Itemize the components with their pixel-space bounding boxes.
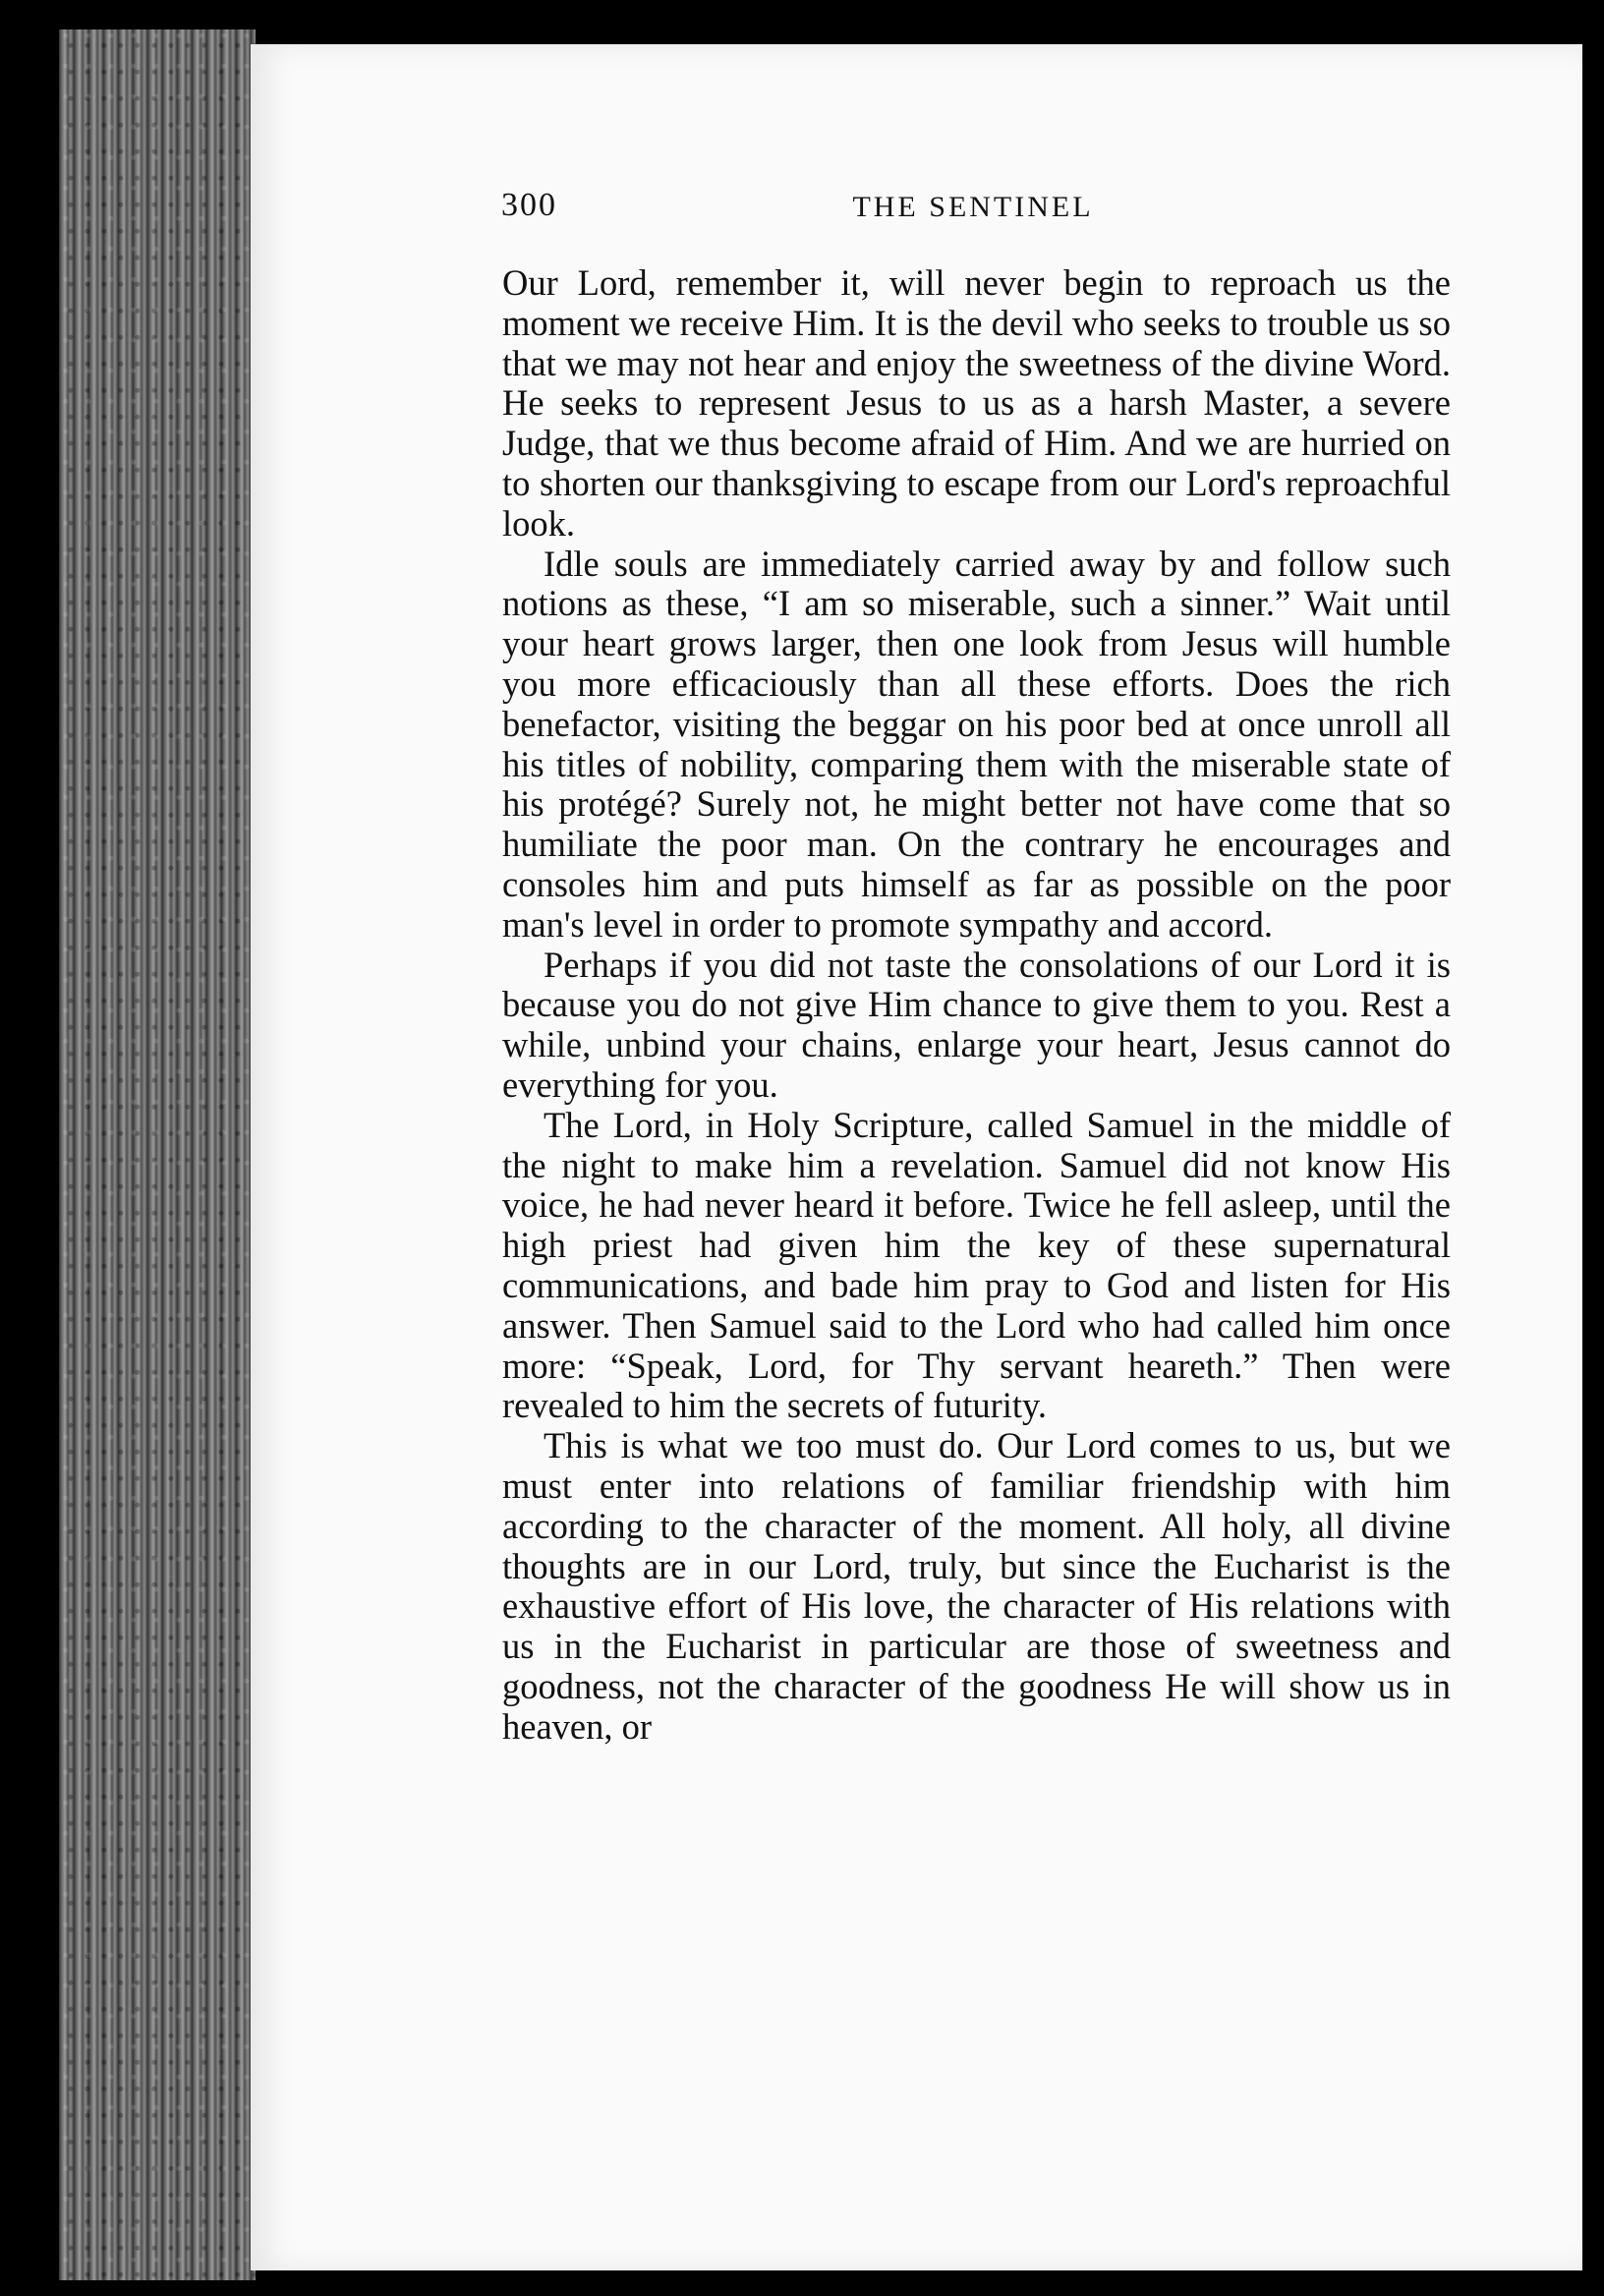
page-number: 300 (501, 187, 557, 223)
running-head: THE SENTINEL (852, 191, 1094, 223)
book-page-edges (59, 29, 256, 2280)
paragraph: This is what we too must do. Our Lord comes to us, but we must enter into relations of familiar friendship with him according to the character of the moment. All holy, all divine thoughts are in our Lord, truly, but since the Eucharist is the exhaustive effort of His love, the character of His relations with us in the Eucharist in particular are those of sweetness and goodness, not the character of the goodness He will show us in heaven, or (502, 1425, 1451, 1747)
paragraph: Idle souls are immediately carried away by and follow such notions as these, “I am so miserable, such a sinner.” Wait until your heart grows larger, then one look from Jesus will humble you more efficaciously than all these efforts. Does the rich benefactor, visiting the beggar on his poor bed at once unroll all his titles of nobility, comparing them with the miserable state of his protégé? Surely not, he might better not have come that so humiliate the poor man. On the contrary he encourages and consoles him and puts himself as far as possible on the poor man's level in order to promote sympathy and accord. (502, 543, 1451, 945)
body-text (502, 263, 1451, 1747)
paragraph: Perhaps if you did not taste the consolations of our Lord it is because you do not give Him chance to give them to you. Rest a while, unbind your chains, enlarge your heart, Jesus cannot do everything for you. (502, 944, 1451, 1105)
paragraph: Our Lord, remember it, will never begin to reproach us the moment we receive Him. It is the devil who seeks to trouble us so that we may not hear and enjoy the sweetness of the divine Word. He seeks to represent Jesus to us as a harsh Master, a severe Judge, that we thus become afraid of Him. And we are hurried on to shorten our thanksgiving to escape from our Lord's reproachful look. (502, 262, 1451, 544)
paragraph: The Lord, in Holy Scripture, called Samuel in the middle of the night to make him a revelation. Samuel did not know His voice, he had never heard it before. Twice he fell asleep, until the high priest had given him the key of these supernatural communications, and bade him pray to God and listen for His answer. Then Samuel said to the Lord who had called him once more: “Speak, Lord, for Thy servant heareth.” Then were revealed to him the secrets of futurity. (502, 1104, 1451, 1426)
page-header (501, 187, 1445, 246)
scan-right-border (1582, 69, 1604, 2290)
